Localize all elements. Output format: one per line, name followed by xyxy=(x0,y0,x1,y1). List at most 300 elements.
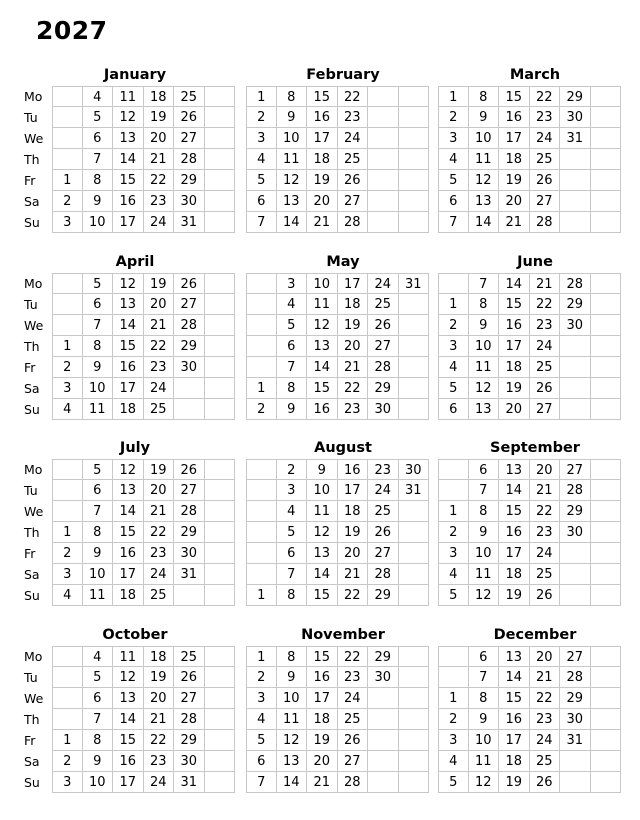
day-cell xyxy=(205,107,236,128)
day-cell: 20 xyxy=(144,688,175,709)
day-cell: 29 xyxy=(368,585,399,606)
day-cell: 18 xyxy=(144,646,175,667)
day-cell: 25 xyxy=(144,399,175,420)
day-cell xyxy=(368,128,399,149)
day-cell: 4 xyxy=(52,399,83,420)
day-cell: 25 xyxy=(174,646,205,667)
day-cell: 13 xyxy=(499,459,530,480)
day-cell xyxy=(246,294,277,315)
day-cell: 3 xyxy=(438,336,469,357)
day-cell: 28 xyxy=(338,772,369,793)
day-cell xyxy=(591,459,622,480)
day-cell: 9 xyxy=(469,107,500,128)
day-cell: 11 xyxy=(113,86,144,107)
month-grid xyxy=(438,646,632,793)
day-cell: 6 xyxy=(277,543,308,564)
day-cell xyxy=(591,378,622,399)
day-cell xyxy=(205,170,236,191)
day-cell xyxy=(560,378,591,399)
day-cell: 7 xyxy=(246,772,277,793)
day-cell: 4 xyxy=(83,86,114,107)
day-cell: 12 xyxy=(469,585,500,606)
day-cell: 25 xyxy=(530,357,561,378)
weekday-label: Tu xyxy=(24,110,38,125)
day-cell: 8 xyxy=(83,730,114,751)
day-cell: 25 xyxy=(368,501,399,522)
day-cell: 15 xyxy=(113,730,144,751)
day-cell: 23 xyxy=(530,315,561,336)
day-cell xyxy=(591,315,622,336)
day-cell: 2 xyxy=(438,315,469,336)
day-cell xyxy=(560,772,591,793)
day-cell: 27 xyxy=(530,399,561,420)
day-cell xyxy=(591,128,622,149)
day-cell: 13 xyxy=(113,480,144,501)
day-cell xyxy=(591,688,622,709)
day-cell: 25 xyxy=(530,149,561,170)
weekday-label: Mo xyxy=(24,462,43,477)
day-cell: 21 xyxy=(530,480,561,501)
day-cell: 5 xyxy=(438,772,469,793)
day-cell: 22 xyxy=(530,688,561,709)
day-cell xyxy=(205,646,236,667)
day-cell xyxy=(591,751,622,772)
day-cell xyxy=(560,357,591,378)
day-cell: 21 xyxy=(530,667,561,688)
day-cell: 9 xyxy=(83,191,114,212)
weekday-label: Tu xyxy=(24,670,38,685)
day-cell: 26 xyxy=(338,170,369,191)
day-cell: 31 xyxy=(560,730,591,751)
day-cell: 23 xyxy=(144,543,175,564)
day-cell: 20 xyxy=(499,191,530,212)
day-cell xyxy=(205,128,236,149)
day-cell xyxy=(399,378,430,399)
day-cell xyxy=(52,107,83,128)
day-cell: 26 xyxy=(338,730,369,751)
day-cell: 3 xyxy=(438,730,469,751)
day-cell xyxy=(591,294,622,315)
day-cell: 1 xyxy=(246,646,277,667)
day-cell xyxy=(52,501,83,522)
day-cell: 6 xyxy=(277,336,308,357)
day-cell: 18 xyxy=(307,149,338,170)
day-cell: 30 xyxy=(560,315,591,336)
day-cell xyxy=(591,212,622,233)
day-cell: 28 xyxy=(560,480,591,501)
weekday-label: Su xyxy=(24,588,40,603)
day-cell: 4 xyxy=(246,709,277,730)
day-cell: 22 xyxy=(144,336,175,357)
day-cell: 2 xyxy=(277,459,308,480)
day-cell: 2 xyxy=(52,357,83,378)
day-cell: 5 xyxy=(438,585,469,606)
month-may xyxy=(246,251,440,420)
day-cell: 23 xyxy=(338,399,369,420)
day-cell: 20 xyxy=(338,336,369,357)
day-cell: 18 xyxy=(144,86,175,107)
day-cell: 29 xyxy=(174,522,205,543)
day-cell: 26 xyxy=(174,273,205,294)
day-cell: 11 xyxy=(469,751,500,772)
day-cell: 22 xyxy=(144,730,175,751)
day-cell xyxy=(246,336,277,357)
day-cell: 4 xyxy=(438,149,469,170)
day-cell: 1 xyxy=(246,378,277,399)
day-cell: 18 xyxy=(338,501,369,522)
day-cell: 9 xyxy=(83,751,114,772)
day-cell: 6 xyxy=(246,191,277,212)
day-cell: 3 xyxy=(52,378,83,399)
weekday-label: Fr xyxy=(24,546,36,561)
month-name: July xyxy=(119,440,151,456)
day-cell: 25 xyxy=(530,751,561,772)
day-cell xyxy=(399,564,430,585)
day-cell: 27 xyxy=(174,294,205,315)
day-cell: 22 xyxy=(338,86,369,107)
day-cell: 6 xyxy=(83,128,114,149)
day-cell xyxy=(591,86,622,107)
day-cell: 15 xyxy=(499,688,530,709)
day-cell: 18 xyxy=(113,399,144,420)
day-cell xyxy=(205,522,236,543)
day-cell: 5 xyxy=(83,273,114,294)
day-cell: 14 xyxy=(113,501,144,522)
day-cell xyxy=(205,480,236,501)
month-august xyxy=(246,437,440,606)
day-cell: 9 xyxy=(83,357,114,378)
day-cell: 30 xyxy=(560,709,591,730)
day-cell: 9 xyxy=(469,522,500,543)
day-cell: 27 xyxy=(338,191,369,212)
day-cell: 7 xyxy=(83,709,114,730)
day-cell: 17 xyxy=(307,128,338,149)
day-cell: 24 xyxy=(530,128,561,149)
day-cell xyxy=(591,107,622,128)
day-cell: 27 xyxy=(560,646,591,667)
month-name: April xyxy=(115,254,155,270)
day-cell xyxy=(591,501,622,522)
weekday-label: We xyxy=(24,691,44,706)
day-cell: 13 xyxy=(113,294,144,315)
day-cell: 12 xyxy=(113,273,144,294)
day-cell: 21 xyxy=(499,212,530,233)
day-cell xyxy=(52,86,83,107)
day-cell: 16 xyxy=(499,315,530,336)
day-cell: 6 xyxy=(438,399,469,420)
weekday-label: We xyxy=(24,131,44,146)
day-cell: 22 xyxy=(530,501,561,522)
day-cell xyxy=(368,730,399,751)
day-cell: 10 xyxy=(307,480,338,501)
day-cell: 26 xyxy=(174,459,205,480)
day-cell xyxy=(560,564,591,585)
day-cell xyxy=(399,212,430,233)
day-cell: 5 xyxy=(83,667,114,688)
day-cell xyxy=(246,543,277,564)
day-cell: 5 xyxy=(438,170,469,191)
day-cell: 4 xyxy=(277,294,308,315)
day-cell xyxy=(52,480,83,501)
day-cell: 13 xyxy=(469,399,500,420)
weekday-label: Th xyxy=(24,712,40,727)
weekday-label: Tu xyxy=(24,297,38,312)
day-cell: 16 xyxy=(113,357,144,378)
month-grid xyxy=(438,86,632,233)
day-cell xyxy=(174,378,205,399)
day-cell: 23 xyxy=(368,459,399,480)
day-cell: 23 xyxy=(338,667,369,688)
day-cell: 3 xyxy=(52,772,83,793)
day-cell xyxy=(399,315,430,336)
day-cell: 9 xyxy=(469,315,500,336)
day-cell xyxy=(560,336,591,357)
day-cell: 28 xyxy=(560,273,591,294)
day-cell: 8 xyxy=(277,585,308,606)
day-cell: 14 xyxy=(499,273,530,294)
day-cell: 20 xyxy=(530,646,561,667)
month-name: December xyxy=(493,627,577,643)
day-cell: 3 xyxy=(246,128,277,149)
day-cell: 19 xyxy=(144,107,175,128)
day-cell: 23 xyxy=(338,107,369,128)
day-cell: 10 xyxy=(469,336,500,357)
day-cell xyxy=(591,149,622,170)
day-cell xyxy=(560,212,591,233)
day-cell xyxy=(591,399,622,420)
day-cell: 10 xyxy=(307,273,338,294)
month-grid xyxy=(438,459,632,606)
day-cell: 13 xyxy=(307,543,338,564)
day-cell: 16 xyxy=(307,399,338,420)
day-cell: 12 xyxy=(113,667,144,688)
day-cell xyxy=(399,501,430,522)
day-cell: 21 xyxy=(144,315,175,336)
day-cell: 2 xyxy=(246,667,277,688)
day-cell xyxy=(52,688,83,709)
day-cell xyxy=(368,709,399,730)
day-cell: 14 xyxy=(307,357,338,378)
month-grid xyxy=(24,273,218,420)
day-cell: 12 xyxy=(277,170,308,191)
day-cell: 12 xyxy=(113,107,144,128)
day-cell: 26 xyxy=(174,107,205,128)
day-cell xyxy=(174,399,205,420)
day-cell: 1 xyxy=(52,522,83,543)
day-cell: 19 xyxy=(338,522,369,543)
weekday-label: Mo xyxy=(24,89,43,104)
day-cell xyxy=(52,149,83,170)
day-cell: 8 xyxy=(469,688,500,709)
day-cell: 2 xyxy=(52,191,83,212)
day-cell: 6 xyxy=(438,191,469,212)
month-name: October xyxy=(102,627,168,643)
day-cell xyxy=(399,522,430,543)
day-cell: 7 xyxy=(469,667,500,688)
day-cell: 12 xyxy=(307,522,338,543)
day-cell: 13 xyxy=(113,128,144,149)
day-cell: 28 xyxy=(368,564,399,585)
day-cell: 8 xyxy=(83,170,114,191)
day-cell: 17 xyxy=(338,480,369,501)
day-cell xyxy=(205,378,236,399)
day-cell: 25 xyxy=(530,564,561,585)
weekday-label: We xyxy=(24,318,44,333)
day-cell xyxy=(560,585,591,606)
day-cell xyxy=(246,564,277,585)
day-cell: 20 xyxy=(338,543,369,564)
day-cell xyxy=(399,585,430,606)
day-cell: 7 xyxy=(83,501,114,522)
day-cell: 19 xyxy=(307,170,338,191)
day-cell: 7 xyxy=(83,149,114,170)
day-cell: 23 xyxy=(530,709,561,730)
day-cell: 21 xyxy=(338,357,369,378)
day-cell: 21 xyxy=(144,501,175,522)
day-cell: 24 xyxy=(144,772,175,793)
day-cell xyxy=(205,294,236,315)
day-cell xyxy=(205,86,236,107)
year-title: 2027 xyxy=(36,16,108,45)
day-cell xyxy=(399,191,430,212)
day-cell xyxy=(399,86,430,107)
day-cell: 22 xyxy=(530,86,561,107)
day-cell: 4 xyxy=(438,564,469,585)
day-cell: 16 xyxy=(113,751,144,772)
month-july xyxy=(24,437,218,606)
day-cell: 2 xyxy=(438,709,469,730)
day-cell: 30 xyxy=(174,191,205,212)
weekday-label: Sa xyxy=(24,567,40,582)
day-cell xyxy=(52,128,83,149)
day-cell xyxy=(399,294,430,315)
day-cell xyxy=(205,543,236,564)
day-cell xyxy=(205,191,236,212)
day-cell: 19 xyxy=(338,315,369,336)
day-cell: 19 xyxy=(499,170,530,191)
month-name: January xyxy=(103,67,167,83)
day-cell: 12 xyxy=(277,730,308,751)
weekday-label: We xyxy=(24,504,44,519)
day-cell: 20 xyxy=(307,751,338,772)
month-september xyxy=(438,437,632,606)
day-cell: 31 xyxy=(174,772,205,793)
weekday-label: Fr xyxy=(24,733,36,748)
day-cell: 3 xyxy=(52,212,83,233)
day-cell: 13 xyxy=(277,191,308,212)
day-cell: 19 xyxy=(144,667,175,688)
month-november xyxy=(246,624,440,793)
day-cell: 31 xyxy=(560,128,591,149)
month-grid xyxy=(246,646,440,793)
day-cell: 8 xyxy=(277,646,308,667)
day-cell: 30 xyxy=(399,459,430,480)
day-cell: 8 xyxy=(469,86,500,107)
day-cell: 19 xyxy=(499,585,530,606)
day-cell: 30 xyxy=(368,667,399,688)
day-cell: 17 xyxy=(499,543,530,564)
day-cell: 28 xyxy=(560,667,591,688)
day-cell xyxy=(246,273,277,294)
day-cell xyxy=(246,357,277,378)
day-cell: 6 xyxy=(469,459,500,480)
day-cell: 30 xyxy=(368,399,399,420)
day-cell xyxy=(591,336,622,357)
day-cell: 9 xyxy=(83,543,114,564)
day-cell xyxy=(205,772,236,793)
day-cell xyxy=(205,399,236,420)
day-cell: 16 xyxy=(499,709,530,730)
day-cell xyxy=(205,212,236,233)
weekday-label: Su xyxy=(24,215,40,230)
day-cell xyxy=(205,667,236,688)
day-cell: 7 xyxy=(438,212,469,233)
day-cell: 2 xyxy=(438,107,469,128)
day-cell: 27 xyxy=(174,128,205,149)
day-cell xyxy=(438,273,469,294)
day-cell: 11 xyxy=(83,399,114,420)
day-cell: 28 xyxy=(368,357,399,378)
day-cell: 21 xyxy=(307,212,338,233)
day-cell xyxy=(205,357,236,378)
day-cell: 4 xyxy=(277,501,308,522)
day-cell: 14 xyxy=(277,772,308,793)
day-cell: 29 xyxy=(174,170,205,191)
day-cell: 20 xyxy=(530,459,561,480)
day-cell: 23 xyxy=(530,522,561,543)
day-cell: 20 xyxy=(307,191,338,212)
month-name: February xyxy=(306,67,380,83)
day-cell: 24 xyxy=(530,543,561,564)
day-cell xyxy=(591,170,622,191)
month-grid xyxy=(24,646,218,793)
day-cell: 26 xyxy=(368,315,399,336)
day-cell xyxy=(438,646,469,667)
day-cell: 1 xyxy=(438,688,469,709)
day-cell: 31 xyxy=(174,564,205,585)
day-cell: 11 xyxy=(113,646,144,667)
day-cell: 30 xyxy=(174,751,205,772)
day-cell xyxy=(205,564,236,585)
day-cell: 3 xyxy=(277,480,308,501)
day-cell: 30 xyxy=(560,522,591,543)
day-cell: 14 xyxy=(499,480,530,501)
day-cell: 17 xyxy=(338,273,369,294)
day-cell: 27 xyxy=(368,543,399,564)
day-cell: 8 xyxy=(83,522,114,543)
day-cell xyxy=(52,273,83,294)
day-cell: 20 xyxy=(499,399,530,420)
day-cell: 24 xyxy=(144,564,175,585)
day-cell xyxy=(591,564,622,585)
weekday-label: Mo xyxy=(24,649,43,664)
day-cell: 24 xyxy=(144,378,175,399)
day-cell xyxy=(399,709,430,730)
day-cell: 19 xyxy=(144,459,175,480)
month-grid xyxy=(438,273,632,420)
day-cell: 5 xyxy=(246,730,277,751)
day-cell xyxy=(205,688,236,709)
day-cell: 26 xyxy=(530,378,561,399)
day-cell: 26 xyxy=(530,772,561,793)
weekday-label: Mo xyxy=(24,276,43,291)
month-name: May xyxy=(326,254,360,270)
day-cell: 22 xyxy=(144,522,175,543)
day-cell: 14 xyxy=(113,315,144,336)
month-october xyxy=(24,624,218,793)
day-cell: 29 xyxy=(368,646,399,667)
day-cell: 24 xyxy=(338,688,369,709)
